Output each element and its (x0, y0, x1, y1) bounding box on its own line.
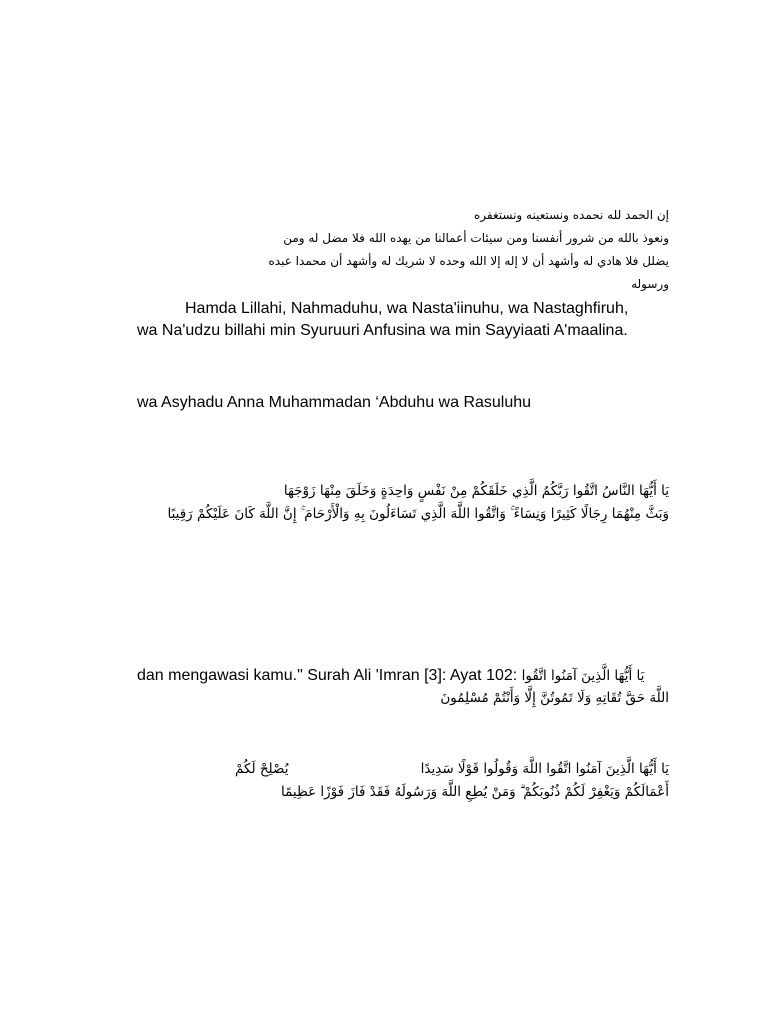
verse-ahzab-line-1 (137, 758, 669, 781)
verse-nisa-line-2: وَبَثَّ مِنْهُمَا رِجَالًا كَثِيرًا وَنِسَاءً ۚ وَاتَّقُوا اللَّهَ الَّذِي تَسَاءَلُونَ بِهِ وَالْأَرْحَامَ ۚ إِنَّ اللَّهَ كَانَ عَلَيْكُمْ رَقِيبًا (167, 506, 669, 522)
opening-latin-line-2: wa Na'udzu billahi min Syuruuri Anfusina wa min Sayyiaati A'maalina. (137, 322, 628, 339)
verse-imran-arabic-continuation: اللَّهَ حَقَّ تُقَاتِهِ وَلَا تَمُوتُنَّ إِلَّا وَأَنْتُمْ مُسْلِمُونَ (440, 690, 669, 706)
opening-latin-line-1: Hamda Lillahi, Nahmaduhu, wa Nasta'iinuhu, wa Nastaghfiruh, (185, 300, 629, 317)
opening-arabic-line-4: ورسوله (631, 277, 669, 291)
opening-arabic-line-3: يضلل فلا هادي له وأشهد أن لا إله إلا الله وحده لا شريك له وأشهد أن محمدا عبده (268, 254, 669, 268)
opening-latin-paragraph (137, 298, 669, 342)
verse-ahzab-line-1-right: يَا أَيُّهَا الَّذِينَ آمَنُوا اتَّقُوا اللَّهَ وَقُولُوا قَوْلًا سَدِيدًا (420, 761, 669, 777)
verse-imran-line-1 (137, 665, 669, 687)
syahadat-latin: wa Asyhadu Anna Muhammadan ‘Abduhu wa Rasuluhu (137, 394, 532, 411)
opening-arabic-line-1: إن الحمد لله نحمده ونستعينه ونستغفره (473, 208, 669, 222)
verse-imran-arabic-start: يَا أَيُّهَا الَّذِينَ آمَنُوا اتَّقُوا (521, 668, 645, 684)
opening-arabic-paragraph (137, 204, 669, 296)
verse-nisa-line-1: يَا أَيُّهَا النَّاسُ اتَّقُوا رَبَّكُمُ الَّذِي خَلَقَكُمْ مِنْ نَفْسٍ وَاحِدَةٍ وَخَلَقَ مِنْهَا زَوْجَهَا (283, 483, 669, 499)
verse-ahzab-paragraph (137, 758, 669, 804)
verse-imran-latin: dan mengawasi kamu." Surah Ali 'Imran [3]: Ayat 102: (137, 667, 518, 684)
verse-ahzab-line-2: أَعْمَالَكُمْ وَيَغْفِرْ لَكُمْ ذُنُوبَكُمْ ۗ وَمَنْ يُطِعِ اللَّهَ وَرَسُولَهُ فَقَدْ فَازَ فَوْزًا عَظِيمًا (281, 784, 669, 800)
opening-arabic-line-2: ونعوذ بالله من شرور أنفسنا ومن سيئات أعمالنا من يهده الله فلا مضل له ومن (283, 231, 669, 245)
verse-ahzab-line-1-left: يُصْلِحْ لَكُمْ (235, 761, 289, 777)
verse-nisa-paragraph (137, 480, 669, 526)
verse-imran-paragraph (137, 665, 669, 710)
